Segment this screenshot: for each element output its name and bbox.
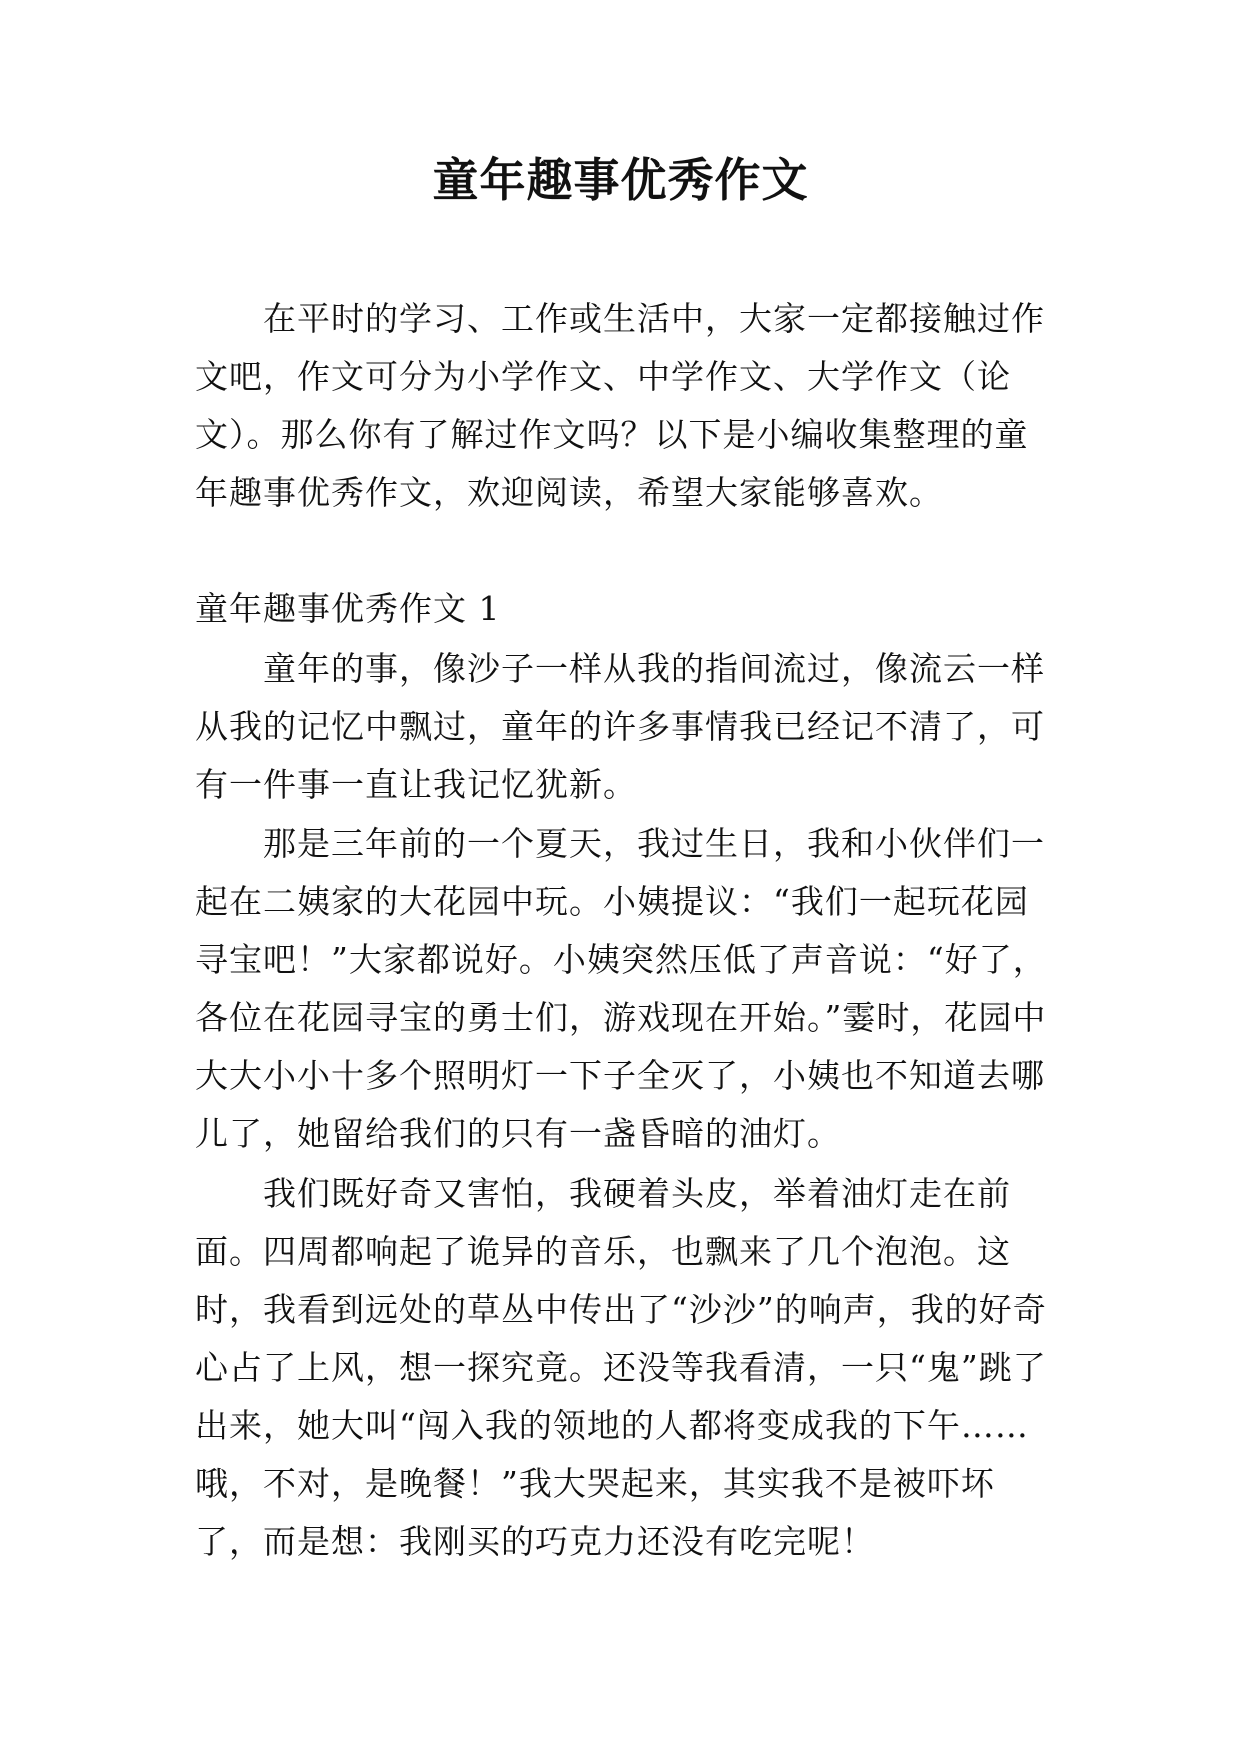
section-paragraph-3: 我们既好奇又害怕，我硬着头皮，举着油灯走在前面。四周都响起了诡异的音乐，也飘来了几个泡泡。这时，我看到远处的草丛中传出了“沙沙”的响声，我的好奇心占了上风，想一探究竟。还没等我看清，一只“鬼”跳了出来，她大叫“闯入我的领地的人都将变成我的下午……哦，不对，是晚餐！”我大哭起来，其实我不是被吓坏了，而是想：我刚买的巧克力还没有吃完呢！ — [195, 1174, 1047, 1561]
section-paragraph-1: 童年的事，像沙子一样从我的指间流过，像流云一样从我的记忆中飘过，童年的许多事情我已经记不清了，可有一件事一直让我记忆犹新。 — [195, 649, 1045, 804]
intro-paragraph: 在平时的学习、工作或生活中，大家一定都接触过作文吧，作文可分为小学作文、中学作文、大学作文（论文）。那么你有了解过作文吗？以下是小编收集整理的童年趣事优秀作文，欢迎阅读，希望大家能够喜欢。 — [195, 299, 1045, 512]
document-title: 童年趣事优秀作文 — [432, 153, 809, 207]
section-heading: 童年趣事优秀作文 1 — [195, 589, 501, 628]
section-paragraph-2: 那是三年前的一个夏天，我过生日，我和小伙伴们一起在二姨家的大花园中玩。小姨提议：“我们一起玩花园寻宝吧！”大家都说好。小姨突然压低了声音说：“好了，各位在花园寻宝的勇士们，游戏现在开始。”霎时，花园中大大小小十多个照明灯一下子全灭了，小姨也不知道去哪儿了，她留给我们的只有一盏昏暗的油灯。 — [195, 824, 1047, 1153]
